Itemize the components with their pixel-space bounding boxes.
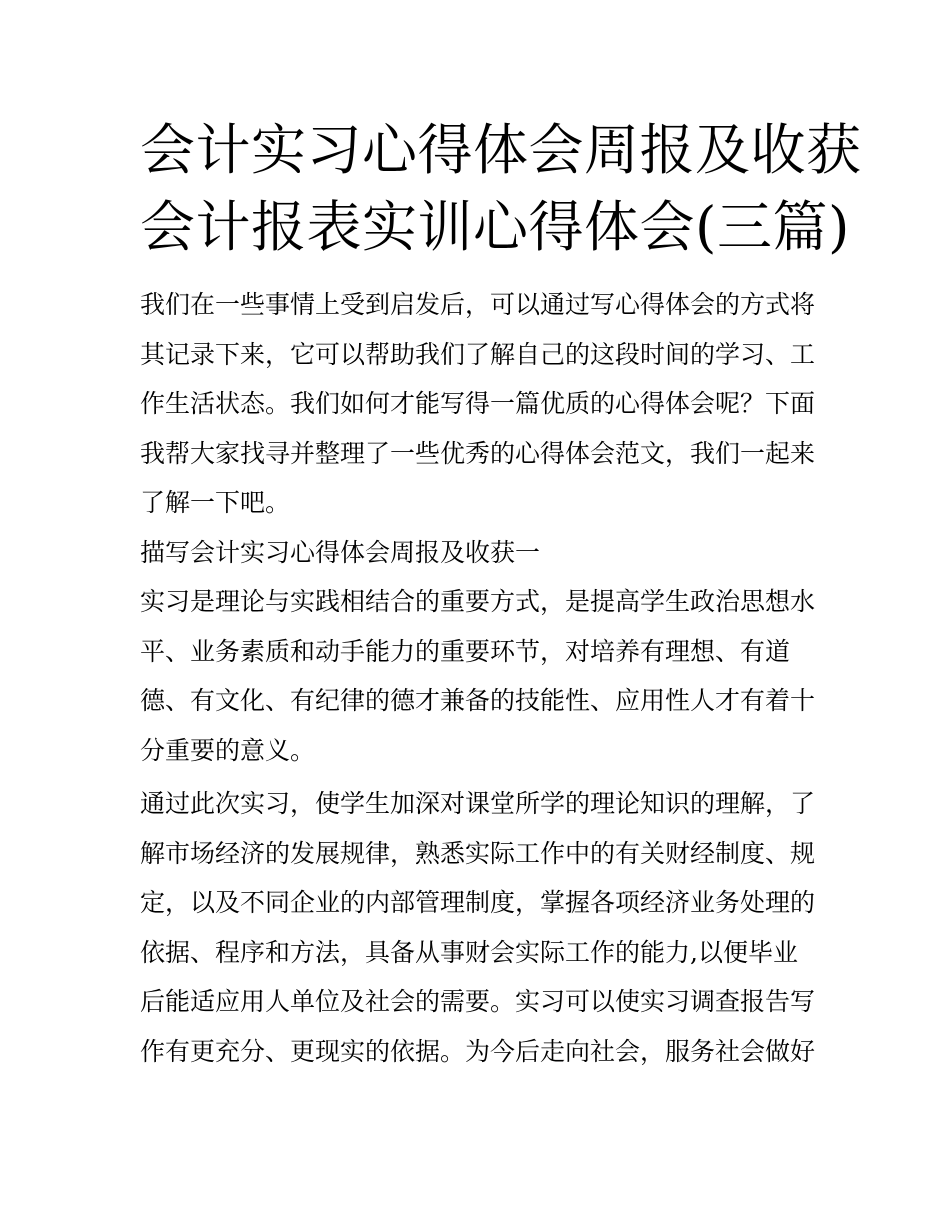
- text-line: 后能适应用人单位及社会的需要。实习可以使实习调查报告写: [140, 987, 816, 1016]
- text-line: 定，以及不同企业的内部管理制度，掌握各项经济业务处理的: [140, 888, 816, 917]
- document-body: [140, 280, 820, 1076]
- paragraph-1: [140, 577, 820, 775]
- title-line: 会计报表实训心得体会(三篇): [140, 195, 850, 259]
- text-line: 实习是理论与实践相结合的重要方式，是提高学生政治思想水: [140, 587, 816, 616]
- section-heading: 描写会计实习心得体会周报及收获一: [140, 537, 541, 567]
- intro-paragraph: [140, 280, 820, 528]
- text-line: 解市场经济的发展规律，熟悉实际工作中的有关财经制度、规: [140, 838, 816, 868]
- text-line: 作生活状态。我们如何才能写得一篇优质的心得体会呢？下面: [140, 389, 816, 418]
- paragraph-2: [140, 779, 820, 1076]
- text-line: 了解一下吧。: [140, 488, 291, 517]
- title-line: 会计实习心得体会周报及收获: [140, 118, 862, 182]
- text-line: 其记录下来，它可以帮助我们了解自己的这段时间的学习、工: [140, 339, 816, 369]
- text-line: 作有更充分、更现实的依据。为今后走向社会，服务社会做好: [140, 1036, 816, 1066]
- document-title: [140, 112, 862, 266]
- text-line: 通过此次实习，使学生加深对课堂所学的理论知识的理解，了: [140, 789, 816, 818]
- text-line: 我们在一些事情上受到启发后，可以通过写心得体会的方式将: [140, 290, 816, 319]
- text-line: 依据、程序和方法，具备从事财会实际工作的能力,以便毕业: [140, 937, 798, 967]
- text-line: 平、业务素质和动手能力的重要环节，对培养有理想、有道: [140, 636, 791, 666]
- text-line: 德、有文化、有纪律的德才兼备的技能性、应用性人才有着十: [140, 686, 816, 715]
- text-line: 我帮大家找寻并整理了一些优秀的心得体会范文，我们一起来: [140, 438, 816, 468]
- text-line: 分重要的意义。: [140, 735, 316, 765]
